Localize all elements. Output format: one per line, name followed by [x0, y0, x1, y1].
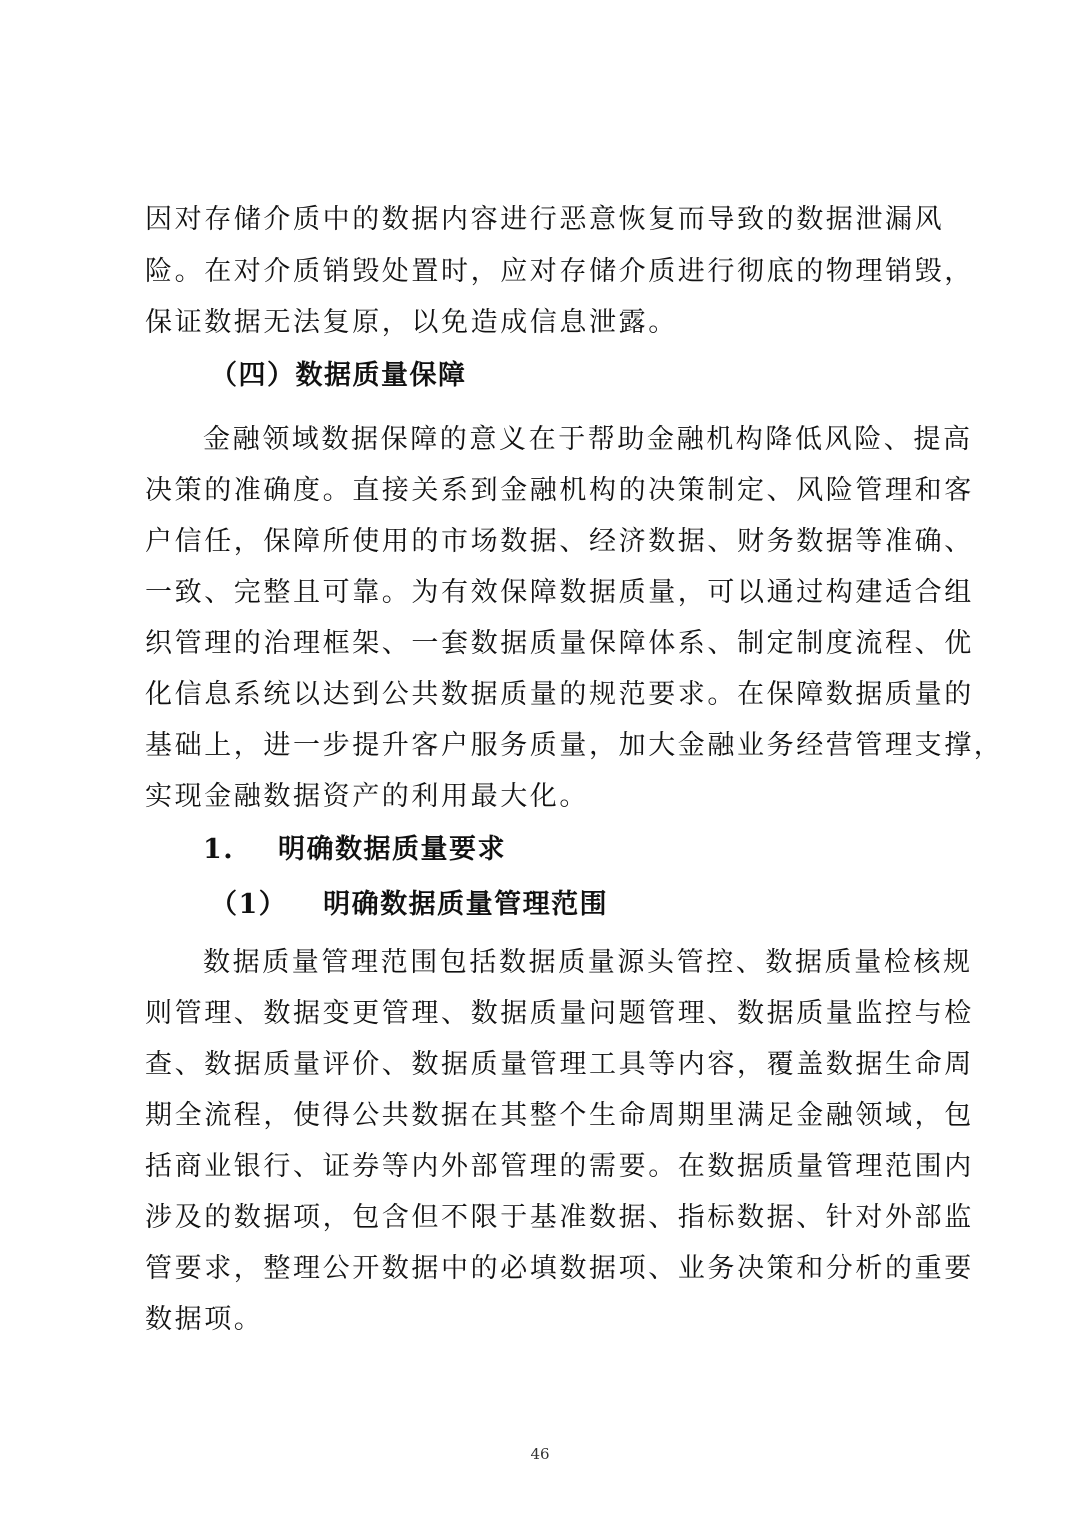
subheading-text: 明确数据质量管理范围	[323, 889, 609, 920]
paragraph-line: 户信任，保障所使用的市场数据、经济数据、财务数据等准确、	[145, 526, 974, 557]
paragraph-line: 化信息系统以达到公共数据质量的规范要求。在保障数据质量的	[145, 679, 974, 710]
paragraph-line: 管要求，整理公开数据中的必填数据项、业务决策和分析的重要	[145, 1253, 974, 1284]
paragraph-line: 织管理的治理框架、一套数据质量保障体系、制定制度流程、优	[145, 628, 974, 659]
paragraph-line: 决策的准确度。直接关系到金融机构的决策制定、风险管理和客	[145, 475, 974, 506]
paragraph-line: 期全流程，使得公共数据在其整个生命周期里满足金融领域，包	[145, 1100, 974, 1131]
paragraph-line: 括商业银行、证券等内外部管理的需要。在数据质量管理范围内	[145, 1151, 974, 1182]
paragraph-line: 险。在对介质销毁处置时，应对存储介质进行彻底的物理销毁，	[145, 256, 974, 287]
page-number: 46	[530, 1445, 550, 1463]
paragraph-line: 涉及的数据项，包含但不限于基准数据、指标数据、针对外部监	[145, 1202, 974, 1233]
paragraph-line: 一致、完整且可靠。为有效保障数据质量，可以通过构建适合组	[145, 577, 974, 608]
paragraph-line: 保证数据无法复原，以免造成信息泄露。	[145, 307, 678, 338]
paragraph-line: 数据质量管理范围包括数据质量源头管控、数据质量检核规	[203, 947, 973, 978]
subheading-1	[203, 830, 506, 870]
subheading-text: 明确数据质量要求	[278, 834, 506, 865]
paragraph-line: 基础上，进一步提升客户服务质量，加大金融业务经营管理支撑，	[145, 730, 1004, 761]
paragraph-line: 查、数据质量评价、数据质量管理工具等内容，覆盖数据生命周	[145, 1049, 974, 1080]
paragraph-line: 实现金融数据资产的利用最大化。	[145, 781, 589, 812]
paragraph-line: 因对存储介质中的数据内容进行恶意恢复而导致的数据泄漏风	[145, 204, 945, 235]
subheading-number: 1.	[203, 834, 235, 865]
paragraph-line: 则管理、数据变更管理、数据质量问题管理、数据质量监控与检	[145, 998, 974, 1029]
subheading-2	[210, 885, 608, 925]
paragraph-line: 数据项。	[145, 1304, 264, 1335]
subheading-number: （1）	[210, 889, 288, 920]
paragraph-line: 金融领域数据保障的意义在于帮助金融机构降低风险、提高	[203, 424, 973, 455]
section-heading: （四）数据质量保障	[210, 360, 467, 391]
